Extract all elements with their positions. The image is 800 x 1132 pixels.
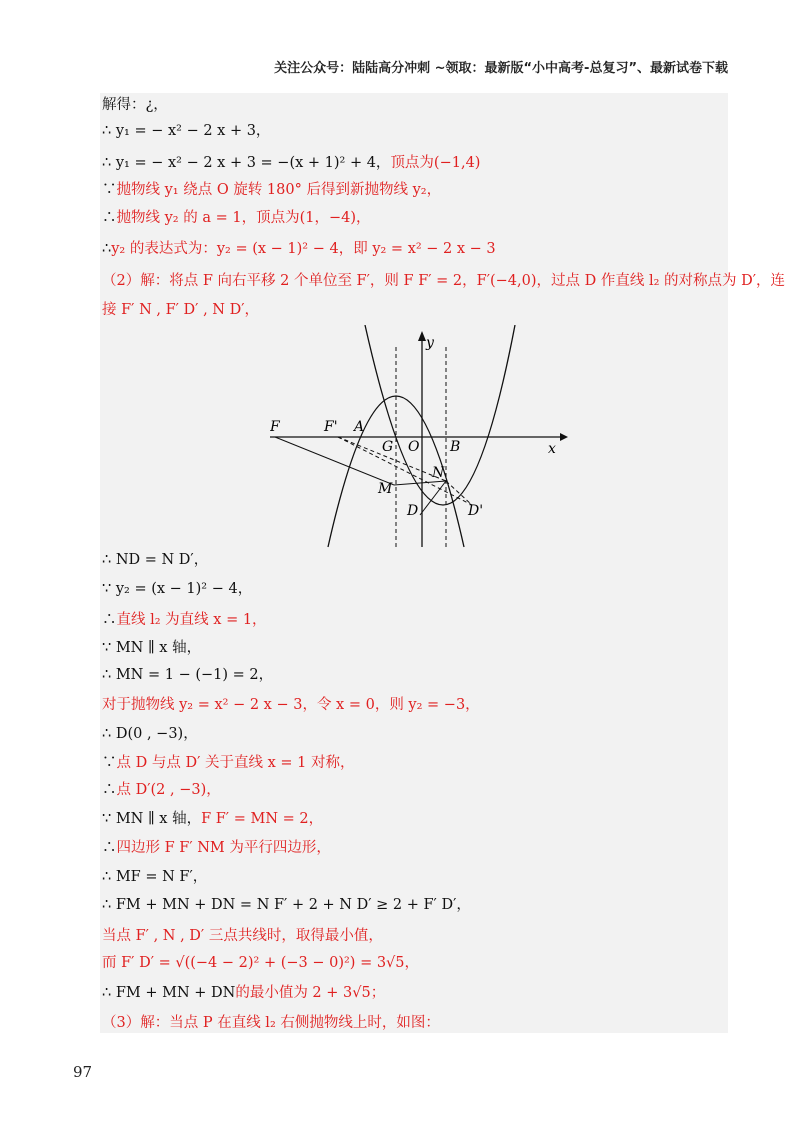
- label-O: O: [408, 439, 420, 455]
- segment-ND: [420, 481, 446, 515]
- solution-line: [102, 180, 441, 200]
- solution-line: [102, 1013, 440, 1033]
- line-text: ∵ y₂ = (x − 1)² − 4，: [102, 581, 253, 597]
- label-x: x: [548, 441, 556, 457]
- line-text: 解得：¿，: [102, 97, 168, 113]
- line-text: ∵ MN ∥ x 轴，: [102, 640, 202, 656]
- solution-line: [102, 271, 785, 291]
- line-highlight-text: （3）解：当点 P 在直线 l₂ 右侧抛物线上时，如图：: [102, 1015, 440, 1031]
- solution-line: [102, 753, 354, 773]
- label-M: M: [378, 481, 393, 497]
- label-B: B: [450, 439, 461, 455]
- label-F: F: [270, 419, 280, 435]
- solution-line: [102, 638, 201, 658]
- line-highlight-text: 接 F′ N , F′ D′ , N D′，: [102, 302, 260, 318]
- line-highlight-text: 顶点为(−1,4): [390, 155, 481, 171]
- line-text: ∴ D(0 , −3)，: [102, 726, 198, 742]
- line-highlight-text: 而 F′ D′ = √((−4 − 2)² + (−3 − 0)²) = 3√5，: [102, 955, 420, 971]
- line-text: ∵: [102, 755, 117, 771]
- label-G: G: [382, 439, 394, 455]
- y-axis-arrow: [418, 331, 426, 341]
- line-text: ∴ FM + MN + DN: [102, 985, 236, 1001]
- line-text: ∴: [102, 241, 112, 257]
- line-highlight-text: 直线 l₂ 为直线 x = 1，: [116, 612, 267, 628]
- solution-content: [100, 93, 786, 1033]
- line-text: ∴ y₁ = − x² − 2 x + 3，: [102, 123, 271, 139]
- line-text: ∴: [102, 840, 117, 856]
- solution-line: [102, 153, 480, 173]
- solution-line: [102, 665, 273, 685]
- page-number: 97: [73, 1063, 93, 1081]
- line-highlight-text: 的最小值为 2 + 3√5；: [235, 985, 386, 1001]
- solution-line: [102, 579, 252, 599]
- label-Fp: F': [324, 419, 338, 435]
- solution-line: [102, 838, 331, 858]
- solution-line: [102, 239, 496, 259]
- line-highlight-text: 四边形 F F′ NM 为平行四边形，: [116, 840, 331, 856]
- segment-MN: [394, 481, 446, 485]
- solution-line: [102, 867, 207, 887]
- solution-line: [102, 121, 270, 141]
- solution-line: [102, 695, 480, 715]
- x-axis-arrow: [560, 433, 568, 441]
- line-highlight-text: 当点 F′ , N , D′ 三点共线时，取得最小值，: [102, 928, 383, 944]
- solution-line: [102, 953, 419, 973]
- solution-line: [102, 926, 383, 946]
- solution-line: [102, 895, 471, 915]
- line-highlight-text: 抛物线 y₂ 的 a = 1，顶点为(1，−4)，: [116, 210, 371, 226]
- line-text: ∴ ND = N D′，: [102, 552, 209, 568]
- parabola-figure: [270, 325, 570, 549]
- line-highlight-text: 对于抛物线 y₂ = x² − 2 x − 3，令 x = 0，则 y₂ = −3，: [102, 697, 480, 713]
- segment-FM: [275, 437, 394, 485]
- line-text: ∴: [102, 612, 117, 628]
- line-highlight-text: 点 D′(2 , −3)，: [116, 782, 221, 798]
- page-header: 关注公众号：陆陆高分冲刺 ~领取：最新版“小中高考-总复习”、最新试卷下载: [274, 61, 728, 76]
- label-y: y: [426, 335, 434, 351]
- line-text: ∴ FM + MN + DN = N F′ + 2 + N D′ ≥ 2 + F′ D′，: [102, 897, 471, 913]
- line-text: ∴: [102, 782, 117, 798]
- solution-line: [102, 300, 259, 320]
- label-D: D: [407, 503, 419, 519]
- solution-line: [102, 724, 198, 744]
- solution-line: [102, 95, 168, 115]
- line-highlight-text: F F′ = MN = 2，: [201, 811, 324, 827]
- line-text: ∵: [102, 182, 117, 198]
- line-text: ∴ MF = N F′，: [102, 869, 208, 885]
- solution-line: [102, 550, 208, 570]
- label-N: N: [432, 465, 445, 481]
- line-text: ∵ MN ∥ x 轴，: [102, 811, 202, 827]
- label-A: A: [354, 419, 365, 435]
- line-highlight-text: y₂ 的表达式为：y₂ = (x − 1)² − 4，即 y₂ = x² − 2 x − 3: [111, 241, 496, 257]
- solution-line: [102, 208, 370, 228]
- line-highlight-text: （2）解：将点 F 向右平移 2 个单位至 F′，则 F F′ = 2，F′(−4,0)，过点 D 作直线 l₂ 的对称点为 D′，连: [102, 273, 786, 289]
- line-text: ∴ y₁ = − x² − 2 x + 3 = −(x + 1)² + 4，: [102, 155, 391, 171]
- line-highlight-text: 抛物线 y₁ 绕点 O 旋转 180° 后得到新抛物线 y₂，: [116, 182, 442, 198]
- solution-line: [102, 983, 385, 1003]
- line-highlight-text: 点 D 与点 D′ 关于直线 x = 1 对称，: [116, 755, 355, 771]
- solution-line: [102, 809, 323, 829]
- line-text: ∴: [102, 210, 117, 226]
- solution-line: [102, 780, 221, 800]
- label-Dp: D': [468, 503, 484, 519]
- line-text: ∴ MN = 1 − (−1) = 2，: [102, 667, 274, 683]
- solution-line: [102, 610, 267, 630]
